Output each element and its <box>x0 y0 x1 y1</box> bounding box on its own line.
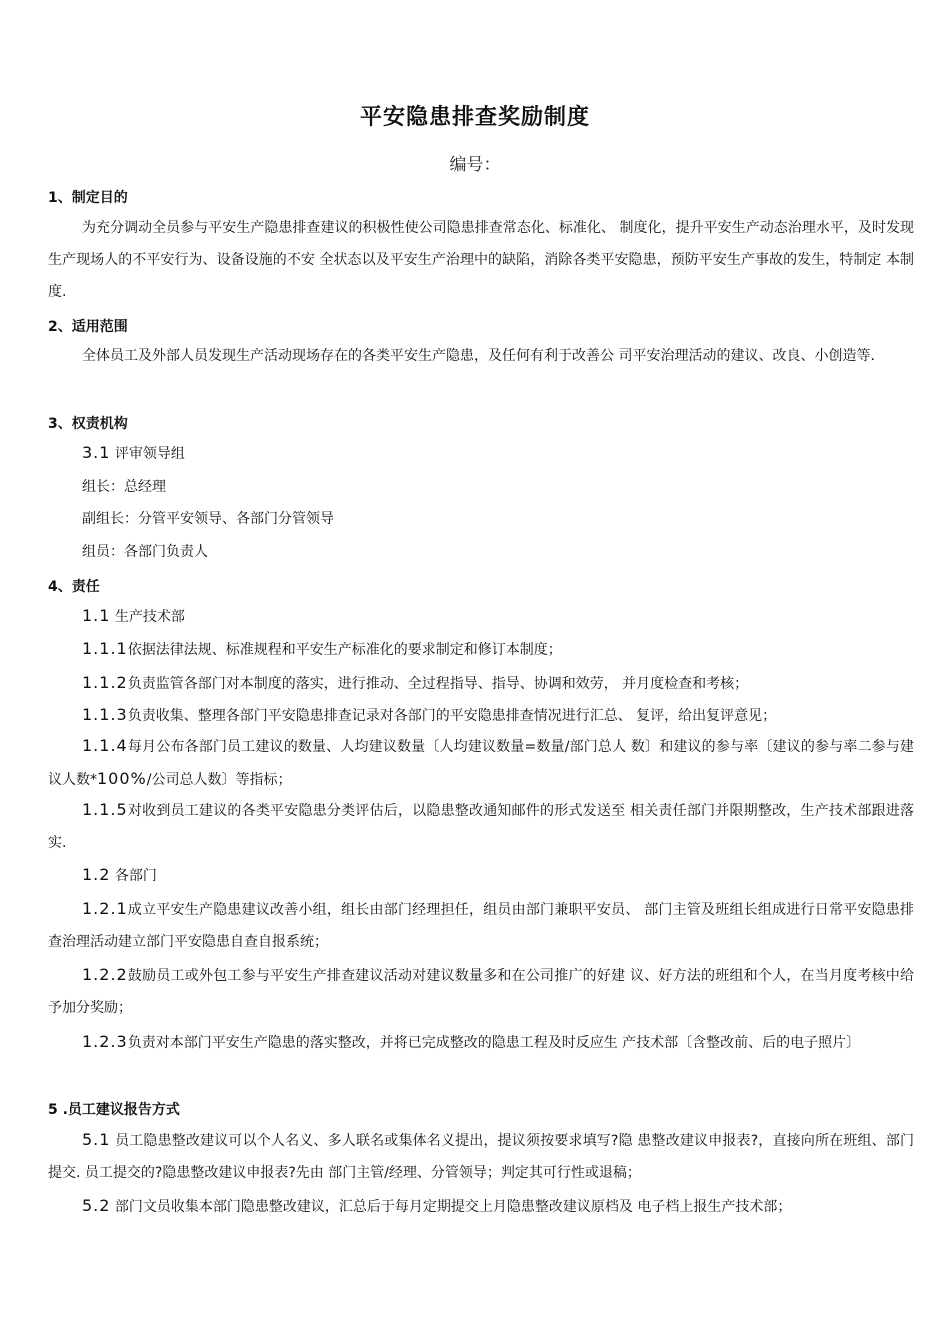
item-1-2-1-number: 1.2.1 <box>82 899 128 918</box>
item-5-1-paragraph <box>48 1124 914 1189</box>
item-1-2-3-number: 1.2.3 <box>82 1032 128 1051</box>
section-1-1-number: 1.1 <box>82 606 111 625</box>
section-4-heading: 4、责任 <box>48 579 100 595</box>
item-1-1-1-number: 1.1.1 <box>82 639 128 658</box>
item-1-2-3-paragraph <box>48 1026 914 1059</box>
section-5-heading: 5 .员工建议报告方式 <box>48 1102 180 1118</box>
leader-line: 组长：总经理 <box>82 479 166 495</box>
item-1-1-4-number: 1.1.4 <box>82 736 128 755</box>
item-5-2-number: 5.2 <box>82 1196 111 1215</box>
item-1-1-3-text: 负责收集、整理各部门平安隐患排查记录对各部门的平安隐患排查情况进行汇总、 复评，给出复评意见； <box>127 708 777 724</box>
section-1-2-text: 各部门 <box>110 868 157 884</box>
item-1-1-1-paragraph <box>48 633 914 666</box>
section-1-2-number: 1.2 <box>82 865 111 884</box>
section-1-heading: 1、制定目的 <box>48 190 128 206</box>
item-1-1-5-number: 1.1.5 <box>82 800 128 819</box>
document-number-label: 编号： <box>449 155 501 175</box>
section-2-heading: 2、适用范围 <box>48 319 128 335</box>
item-1-1-5-paragraph <box>48 794 914 859</box>
section-2-paragraph: 全体员工及外部人员发现生产活动现场存在的各类平安生产隐患，及任何有利于改善公 司平安治理活动的建议、改良、小创造等. <box>82 348 875 364</box>
item-1-1-4-percent: 100% <box>97 769 147 788</box>
deputy-leader-line: 副组长：分管平安领导、各部门分管领导 <box>82 511 334 527</box>
section-1-1-text: 生产技术部 <box>110 609 185 625</box>
item-1-1-1-text: 依据法律法规、标准规程和平安生产标准化的要求制定和修订本制度； <box>127 642 562 658</box>
section-1-1-line <box>82 604 185 629</box>
section-3-1-number: 3.1 <box>82 443 111 462</box>
section-1-2-line <box>82 863 157 888</box>
document-title: 平安隐患排查奖励制度 <box>359 105 590 130</box>
item-1-1-4-text: 每月公布各部门员工建议的数量、人均建议数量〔人均建议数量=数量/部门总人 数〕和建议的参与率〔建议的参与率二参与建议人数* <box>48 739 914 788</box>
item-1-1-5-text: 对收到员工建议的各类平安隐患分类评估后，以隐患整改通知邮件的形式发送至 相关责任部门并限期整改，生产技术部跟进落实. <box>48 803 914 851</box>
section-3-heading: 3、权责机构 <box>48 416 128 432</box>
item-1-1-2-text: 负责监管各部门对本制度的落实，进行推动、全过程指导、指导、协调和效劳， 并月度检查和考核； <box>127 676 749 692</box>
section-3-1-line <box>82 441 185 466</box>
item-1-2-1-paragraph <box>48 893 914 958</box>
item-1-2-2-number: 1.2.2 <box>82 965 128 984</box>
item-5-2-text: 部门文员收集本部门隐患整改建议，汇总后于每月定期提交上月隐患整改建议原档及 电子档上报生产技术部； <box>110 1199 792 1215</box>
item-1-2-1-text: 成立平安生产隐患建议改善小组，组长由部门经理担任，组员由部门兼职平安员、 部门主管及班组长组成进行日常平安隐患排查治理活动建立部门平安隐患自查自报系统； <box>48 902 914 950</box>
item-1-1-2-paragraph <box>48 667 914 700</box>
members-line: 组员：各部门负责人 <box>82 544 208 560</box>
item-1-1-4-tail: /公司总人数〕等指标； <box>146 772 292 788</box>
item-1-1-4-paragraph <box>48 730 914 796</box>
item-5-1-text: 员工隐患整改建议可以个人名义、多人联名或集体名义提出，提议须按要求填写?隐 患整改建议申报表?，直接向所在班组、部门提交. 员工提交的?隐患整改建议申报表?先由 部门主管/经理、分管领导；判定其可行性或退稿； <box>48 1133 914 1181</box>
item-1-1-3-number: 1.1.3 <box>82 705 128 724</box>
item-1-2-3-text: 负责对本部门平安生产隐患的落实整改，并将已完成整改的隐患工程及时反应生 产技术部〔含整改前、后的电子照片〕 <box>127 1035 861 1051</box>
section-3-1-text: 评审领导组 <box>110 446 185 462</box>
item-1-1-3-paragraph <box>48 699 914 732</box>
item-1-2-2-paragraph <box>48 959 914 1024</box>
item-5-1-number: 5.1 <box>82 1130 111 1149</box>
item-1-1-2-number: 1.1.2 <box>82 673 128 692</box>
item-5-2-paragraph <box>48 1190 914 1223</box>
item-1-2-2-text: 鼓励员工或外包工参与平安生产排查建议活动对建议数量多和在公司推广的好建 议、好方法的班组和个人，在当月度考核中给予加分奖励； <box>48 968 914 1016</box>
section-1-paragraph: 为充分调动全员参与平安生产隐患排查建议的积极性使公司隐患排查常态化、标准化、 制度化，提升平安生产动态治理水平，及时发现生产现场人的不平安行为、设备设施的不安 全状态以及平安生产治理中的缺陷，消除各类平安隐患，预防平安生产事故的发生，特制定 本制度. <box>48 220 914 300</box>
